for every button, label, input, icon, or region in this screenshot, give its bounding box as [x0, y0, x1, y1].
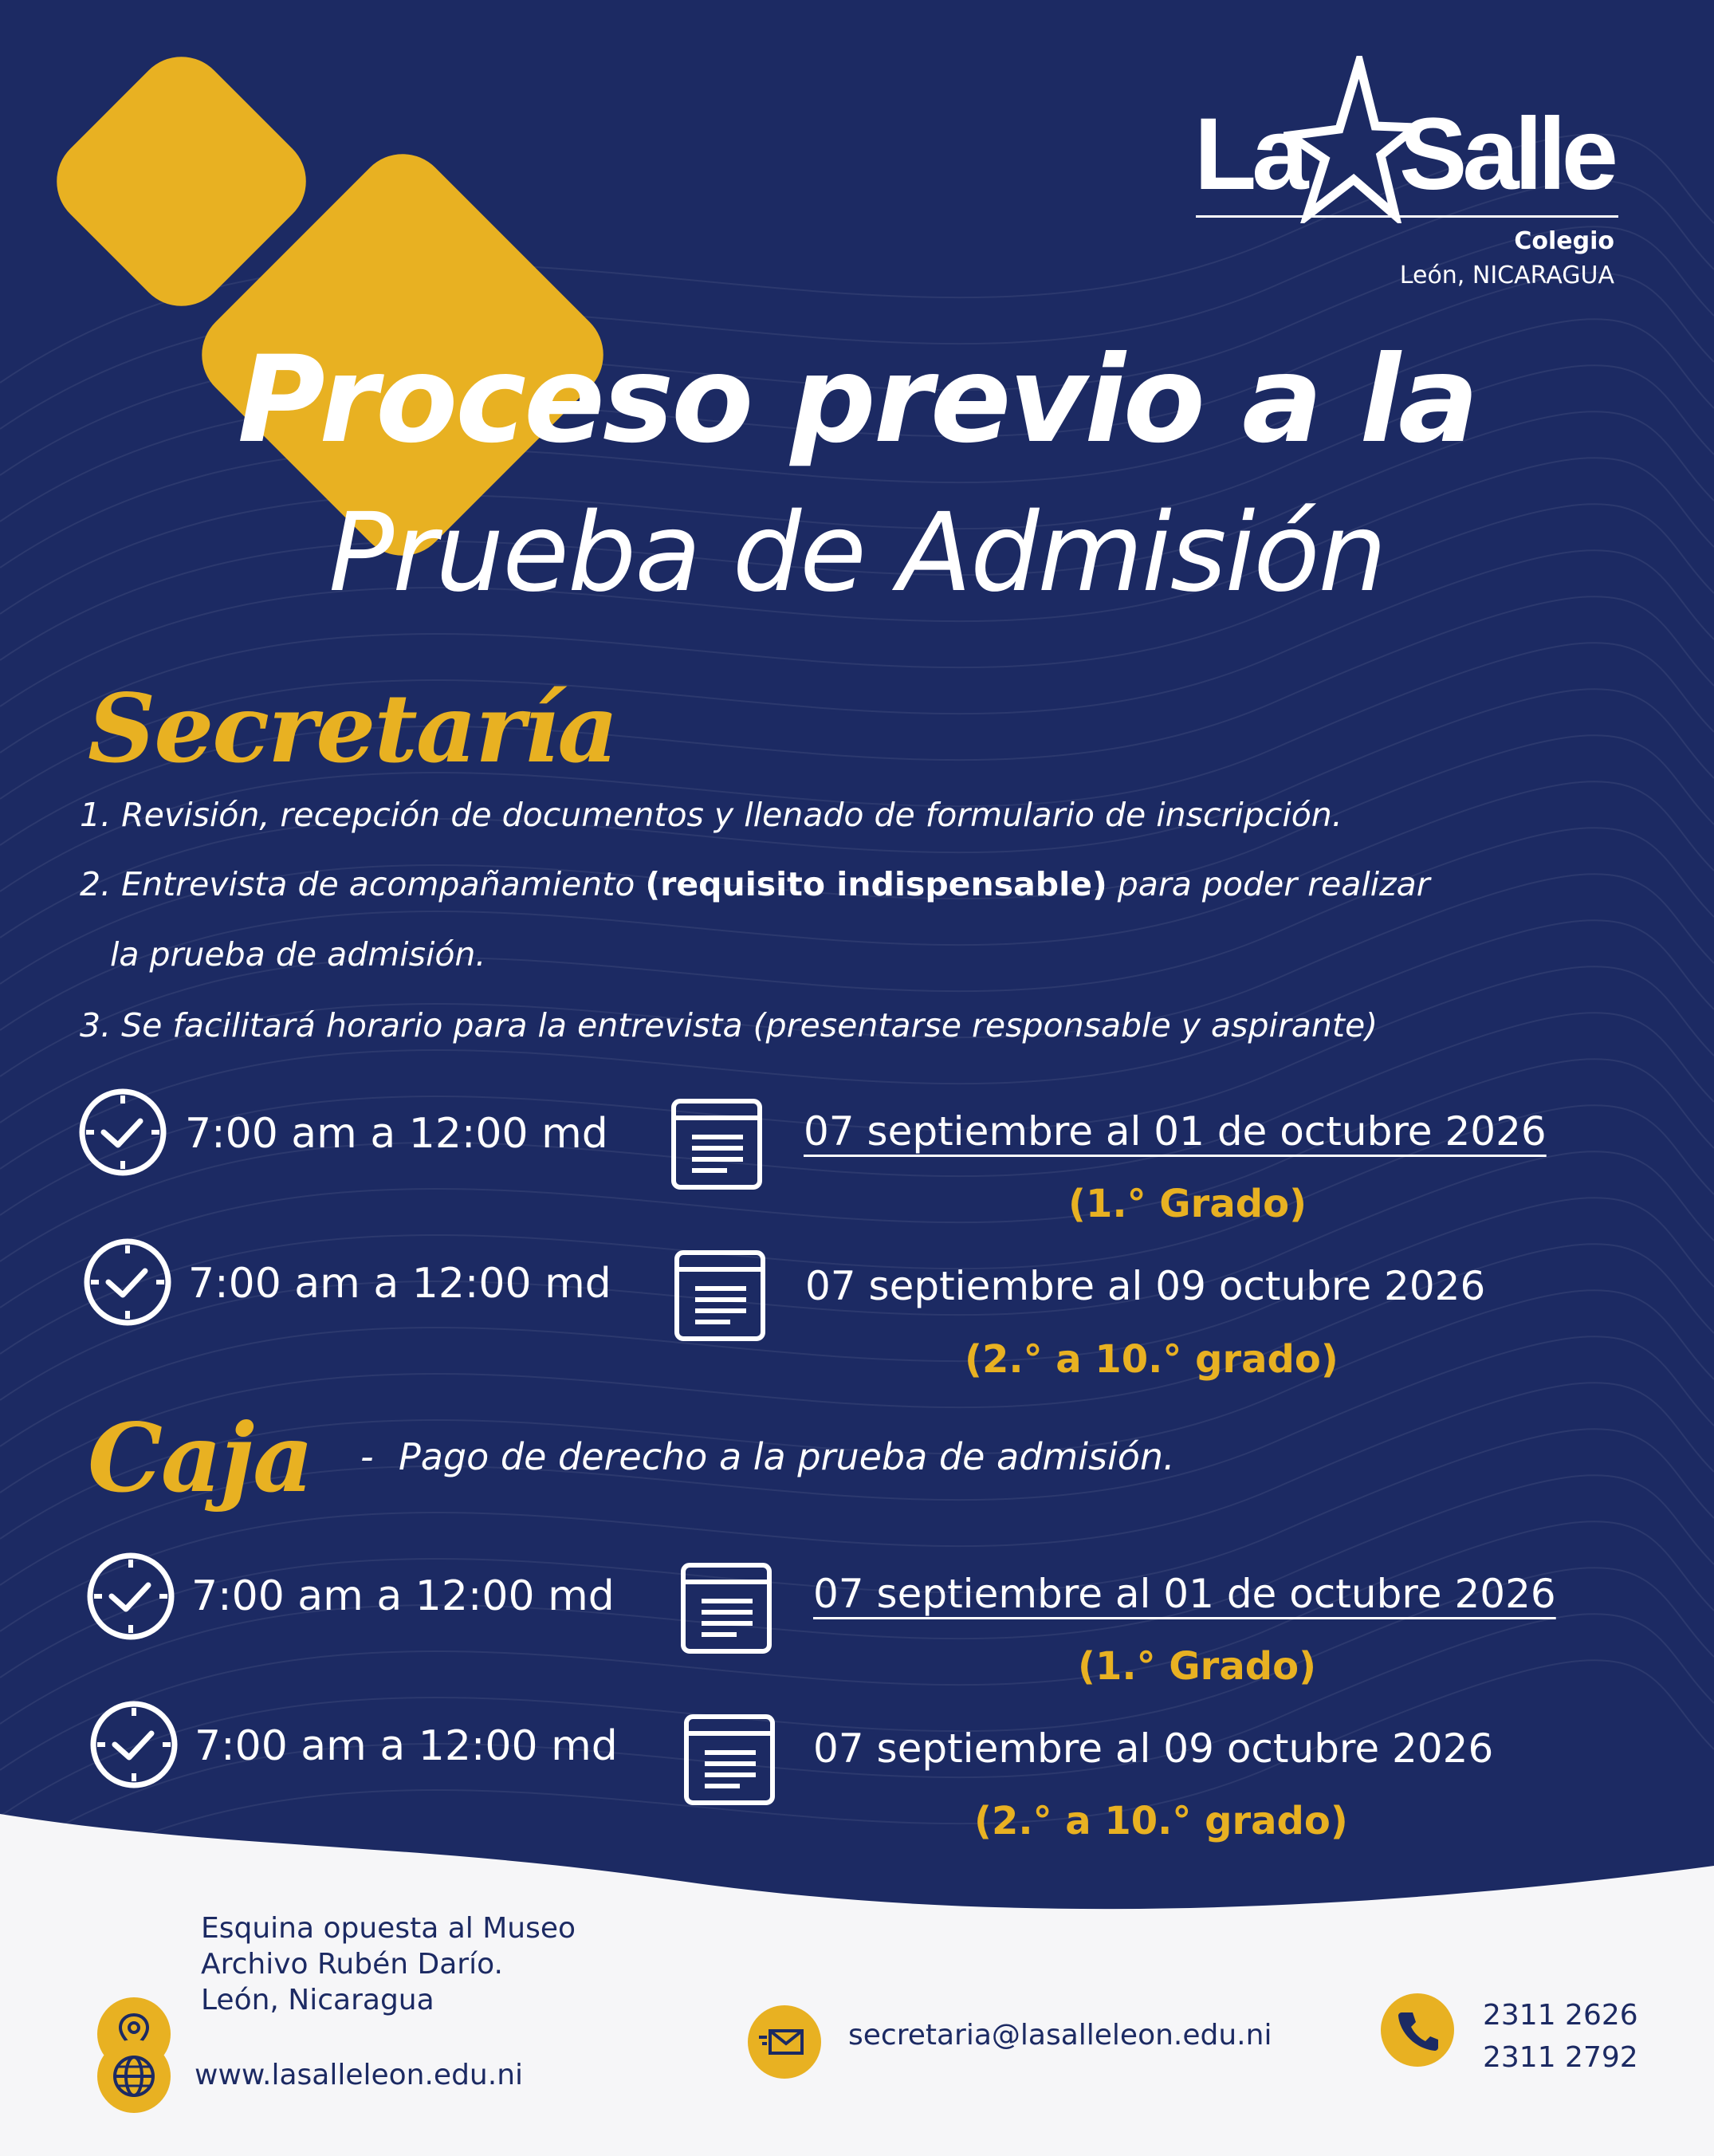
secretaria-step-2 — [80, 865, 1430, 903]
secretaria-grade-2: (2.° a 10.° grado) — [965, 1337, 1339, 1382]
calendar-form-icon — [673, 1249, 767, 1343]
caja-description: Pago de derecho a la prueba de admisión. — [399, 1435, 1175, 1478]
step-2-text: 2. Entrevista de acompañamiento — [80, 865, 646, 903]
caja-time-2: 7:00 am a 12:00 md — [195, 1722, 618, 1770]
step-2-requirement: (requisito indispensable) — [645, 865, 1107, 903]
website-link[interactable]: www.lasalleleon.edu.ni — [195, 2059, 524, 2091]
logo-institution: Colegio — [1514, 227, 1614, 255]
clock-icon — [81, 1236, 174, 1328]
secretaria-time-1: 7:00 am a 12:00 md — [185, 1110, 608, 1158]
logo-brand-right: Salle — [1399, 97, 1614, 211]
secretaria-step-2-continued: la prueba de admisión. — [110, 935, 486, 974]
phone-number-2: 2311 2792 — [1483, 2041, 1638, 2074]
phone-number-1: 2311 2626 — [1483, 1999, 1638, 2032]
secretaria-grade-1: (1.° Grado) — [1068, 1182, 1307, 1226]
caja-dates-1: 07 septiembre al 01 de octubre 2026 — [813, 1571, 1556, 1617]
phone-numbers — [1483, 1997, 1638, 2075]
page-title-line1: Proceso previo a la — [237, 331, 1477, 470]
globe-icon — [97, 2040, 171, 2113]
address-line-1: Esquina opuesta al Museo — [201, 1912, 576, 1945]
step-2-text-end: para poder realizar — [1107, 865, 1430, 903]
clock-icon — [88, 1698, 180, 1791]
caja-heading: Caja — [88, 1403, 313, 1513]
mail-icon — [748, 2005, 821, 2079]
caja-dates-2: 07 septiembre al 09 octubre 2026 — [813, 1725, 1494, 1772]
phone-icon — [1381, 1993, 1454, 2067]
address-line-3: León, Nicaragua — [201, 1984, 434, 2016]
caja-time-1: 7:00 am a 12:00 md — [191, 1572, 615, 1620]
footer-address — [201, 1910, 576, 2018]
secretaria-time-2: 7:00 am a 12:00 md — [188, 1260, 611, 1308]
la-salle-logo — [1188, 56, 1622, 303]
logo-divider — [1196, 215, 1618, 218]
caja-grade-2: (2.° a 10.° grado) — [974, 1799, 1348, 1843]
clock-icon — [77, 1086, 169, 1178]
secretaria-step-3: 3. Se facilitará horario para la entrevista (presentarse responsable y aspirante) — [80, 1006, 1378, 1045]
logo-brand-left: La — [1194, 97, 1304, 211]
secretaria-dates-1: 07 septiembre al 01 de octubre 2026 — [804, 1108, 1547, 1155]
caja-dash: - — [360, 1435, 374, 1478]
calendar-form-icon — [670, 1097, 764, 1191]
secretaria-step-1: 1. Revisión, recepción de documentos y llenado de formulario de inscripción. — [80, 796, 1343, 834]
clock-icon — [85, 1550, 177, 1643]
calendar-form-icon — [679, 1561, 773, 1655]
secretaria-heading: Secretaría — [88, 673, 617, 784]
email-link[interactable]: secretaria@lasalleleon.edu.ni — [848, 2019, 1272, 2052]
secretaria-dates-2: 07 septiembre al 09 octubre 2026 — [805, 1263, 1486, 1309]
logo-location: León, NICARAGUA — [1399, 262, 1614, 289]
address-line-2: Archivo Rubén Darío. — [201, 1948, 503, 1981]
page-title-line2: Prueba de Admisión — [328, 490, 1386, 616]
caja-grade-1: (1.° Grado) — [1078, 1644, 1317, 1689]
